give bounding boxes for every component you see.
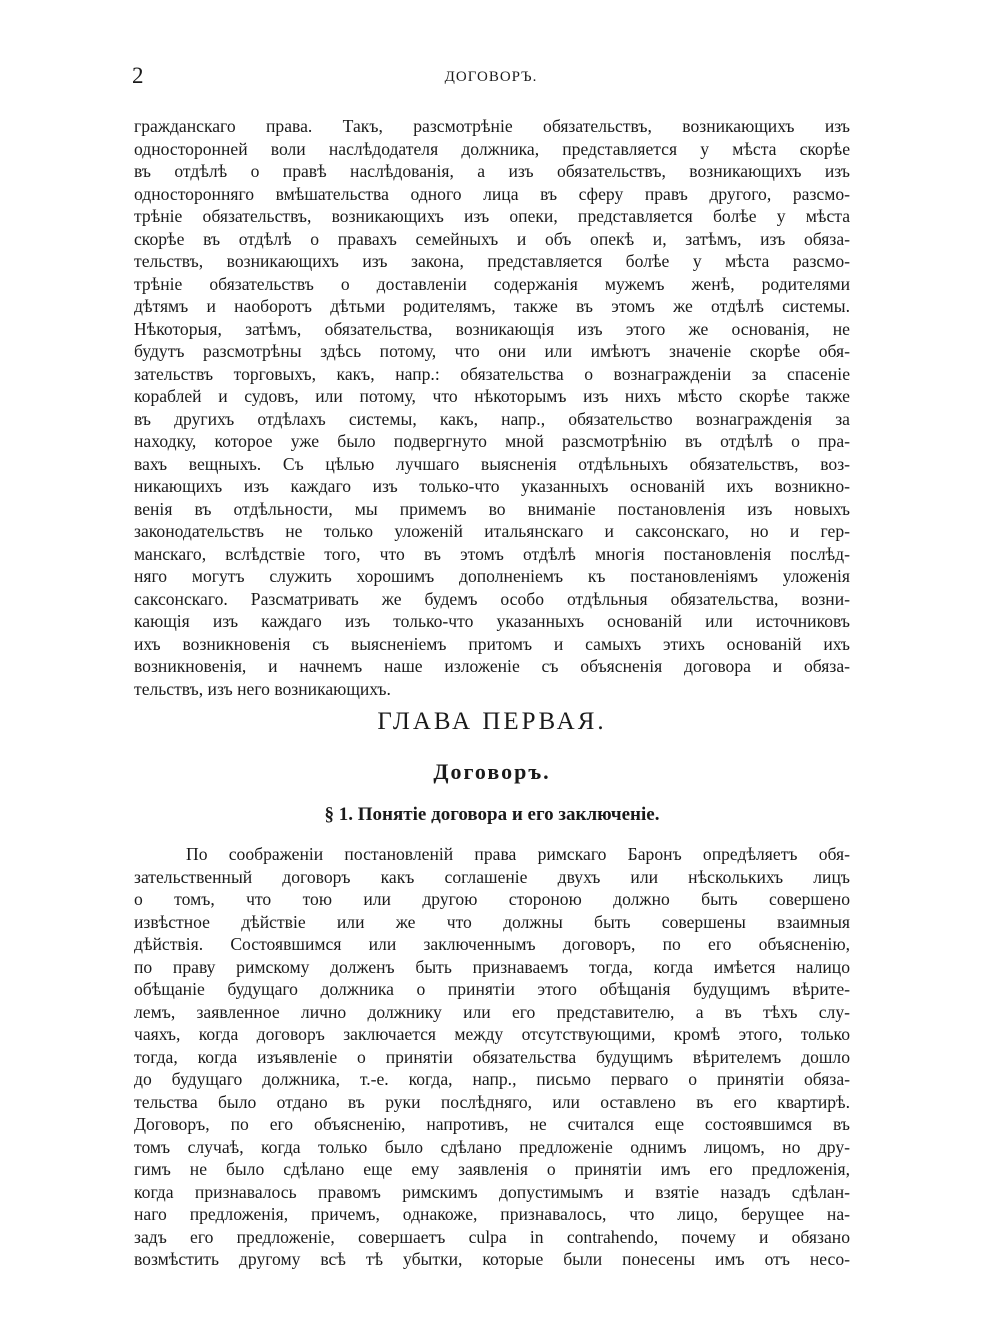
text-line: когда признавалось правомъ римскимъ допустимымъ и взятіе назадъ сдѣлан- xyxy=(134,1181,850,1202)
text-line: до будущаго должника, т.-е. когда, напр., письмо перваго о принятіи обяза- xyxy=(134,1069,850,1089)
text-line: будутъ разсмотрѣны здѣсь потому, что они или имѣютъ значеніе скорѣе обя- xyxy=(134,341,850,361)
intro-paragraph xyxy=(134,115,850,700)
text-line: Нѣкоторыя, затѣмъ, обязательства, возникающія изъ этого же основанія, не xyxy=(134,318,850,339)
text-line: возмѣстить другому всѣ тѣ убытки, которые были понесены имъ отъ несо- xyxy=(134,1249,850,1269)
text-line: гражданскаго права. Такъ, разсмотрѣніе обязательствъ, возникающихъ изъ xyxy=(134,116,850,136)
chapter-title: ГЛАВА ПЕРВАЯ. xyxy=(377,708,607,735)
text-line: тогда, когда изъявленіе о принятіи обязательства будущимъ вѣрителемъ дошло xyxy=(134,1046,850,1067)
running-title: ДОГОВОРЪ. xyxy=(444,69,538,85)
text-line: чаяхъ, когда договоръ заключается между отсутствующими, кромѣ этого, только xyxy=(134,1024,850,1044)
text-line: Договоръ, по его объясненію, напротивъ, не считался еще состоявшимся въ xyxy=(134,1114,850,1134)
text-line: задъ его предложеніе, совершаетъ culpa in contrahendo, почему и обязано xyxy=(134,1226,850,1247)
text-line: односторонней воли наслѣдодателя должника, представляется у мѣста скорѣе xyxy=(134,138,850,159)
text-line: ихъ возникновенія съ выясненіемъ притомъ и самыхъ этихъ основаній ихъ xyxy=(134,633,850,654)
text-line: гимъ не было сдѣлано еще ему заявленія о принятіи имъ его предложенія, xyxy=(134,1159,850,1179)
text-line: манскаго, вслѣдствіе того, что въ этомъ отдѣлѣ многія постановленія послѣд- xyxy=(134,543,850,564)
section-title: Договоръ. xyxy=(433,759,551,784)
text-line: По соображеніи постановленій права римскаго Баронъ опредѣляетъ обя- xyxy=(186,844,850,864)
page-number: 2 xyxy=(132,63,144,88)
text-line: тельства было отдано въ руки послѣдняго, или оставлено въ его квартирѣ. xyxy=(134,1091,850,1112)
text-line: зательственный договоръ какъ соглашеніе двухъ или нѣсколькихъ лицъ xyxy=(134,866,850,887)
text-line: въ отдѣлѣ о правѣ наслѣдованія, а изъ обязательствъ, возникающихъ изъ xyxy=(134,161,850,181)
text-line: по праву римскому долженъ быть признаваемъ тогда, когда имѣется налицо xyxy=(134,956,850,977)
text-line: законодательствъ не только уложеній итальянскаго и саксонскаго, но и гер- xyxy=(134,521,850,541)
text-line: саксонскаго. Разсматривать же будемъ особо отдѣльныя обязательства, возни- xyxy=(134,588,850,609)
subsection-title: § 1. Понятіе договора и его заключеніе. xyxy=(324,804,660,825)
text-line: односторонняго вмѣшательства одного лица въ сферу правъ другого, разсмо- xyxy=(134,183,850,204)
text-line: лемъ, заявленное лично должнику или его представителю, а въ тѣхъ слу- xyxy=(134,1001,850,1022)
text-line: дѣйствія. Состоявшимся или заключеннымъ договоръ, по его объясненію, xyxy=(134,934,850,954)
text-line: тельствъ, возникающихъ изъ закона, представляется болѣе у мѣста разсмо- xyxy=(134,251,850,271)
text-line: кающія изъ каждаго изъ только-что указанныхъ основаній или источниковъ xyxy=(134,611,850,631)
text-line: венія въ отдѣльности, мы примемъ во вниманіе постановленія изъ новыхъ xyxy=(134,498,850,519)
text-line: о томъ, что тою или другою стороною должно быть совершено xyxy=(134,889,850,909)
text-line: обѣщаніе будущаго должника о принятіи этого обѣщанія будущимъ вѣрите- xyxy=(134,979,850,999)
text-line: вахъ вещныхъ. Съ цѣлью лучшаго выясненія отдѣльныхъ обязательствъ, воз- xyxy=(134,453,850,474)
text-line: зательствъ торговыхъ, какъ, напр.: обязательства о вознагражденіи за спасеніе xyxy=(134,363,850,384)
text-line: наго предложенія, причемъ, однакоже, признавалось, что лицо, берущее на- xyxy=(134,1204,850,1224)
text-line: няго могутъ служить хорошимъ дополненіемъ къ постановленіямъ уложенія xyxy=(134,566,850,586)
text-line: трѣніе обязательствъ о доставленіи содержанія мужемъ женѣ, родителями xyxy=(134,273,850,294)
text-line: находку, которое уже было подвергнуто мной разсмотрѣнію въ отдѣлѣ о пра- xyxy=(134,431,850,451)
text-line: томъ случаѣ, когда только было сдѣлано предложеніе однимъ лицомъ, но дру- xyxy=(134,1136,850,1157)
text-line: дѣтямъ и наоборотъ дѣтьми родителямъ, также въ этомъ же отдѣлѣ системы. xyxy=(134,296,850,316)
text-line: извѣстное дѣйствіе или же что должны быть совершены взаимныя xyxy=(134,911,850,932)
text-line: трѣніе обязательствъ, возникающихъ изъ опеки, представляется болѣе у мѣста xyxy=(134,206,850,226)
page-header xyxy=(132,62,850,92)
text-line: возникновенія, и начнемъ наше изложеніе съ объясненія договора и обяза- xyxy=(134,656,850,676)
text-line: скорѣе въ отдѣлѣ о правахъ семейныхъ и объ опекѣ и, затѣмъ, изъ обяза- xyxy=(134,228,850,249)
text-line: кораблей и судовъ, или потому, что нѣкоторымъ изъ нихъ мѣсто скорѣе также xyxy=(134,386,850,406)
section-paragraph xyxy=(134,843,850,1271)
text-line: тельствъ, изъ него возникающихъ. xyxy=(134,678,391,699)
text-line: въ другихъ отдѣлахъ системы, какъ, напр., обязательство вознагражденія за xyxy=(134,408,850,429)
text-line: никающихъ изъ каждаго изъ только-что указанныхъ основаній ихъ возникно- xyxy=(134,476,850,496)
